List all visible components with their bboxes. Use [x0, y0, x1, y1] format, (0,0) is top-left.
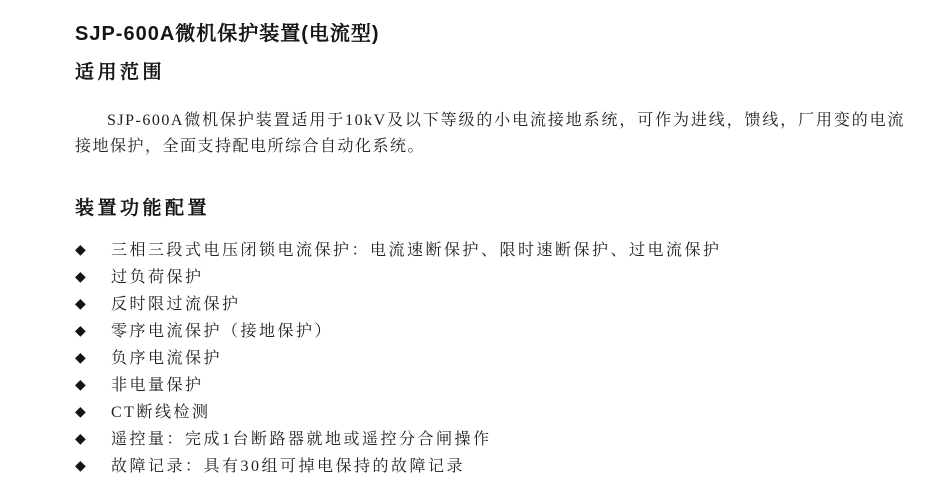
diamond-bullet-icon: ◆ — [75, 458, 86, 474]
feature-item — [75, 291, 905, 318]
feature-item — [75, 345, 905, 372]
feature-text: 负序电流保护 — [111, 350, 223, 367]
section-heading-features: 装置功能配置 — [75, 198, 211, 219]
feature-item — [75, 426, 905, 453]
feature-text: 过负荷保护 — [111, 269, 204, 286]
feature-text: 故障记录：具有30组可掉电保持的故障记录 — [111, 458, 466, 475]
diamond-bullet-icon: ◆ — [75, 431, 86, 447]
feature-item — [75, 399, 905, 426]
feature-item — [75, 318, 905, 345]
feature-text: 反时限过流保护 — [111, 296, 241, 313]
scope-paragraph: SJP-600A微机保护装置适用于10kV及以下等级的小电流接地系统，可作为进线，馈线，厂用变的电流接地保护，全面支持配电所综合自动化系统。 — [75, 112, 905, 155]
diamond-bullet-icon: ◆ — [75, 377, 86, 393]
feature-text: 零序电流保护（接地保护） — [111, 323, 334, 340]
diamond-bullet-icon: ◆ — [75, 323, 86, 339]
diamond-bullet-icon: ◆ — [75, 296, 86, 312]
section-heading-scope: 适用范围 — [75, 62, 166, 83]
document-title: SJP-600A微机保护装置(电流型) — [75, 23, 380, 45]
feature-item — [75, 264, 905, 291]
diamond-bullet-icon: ◆ — [75, 242, 86, 258]
feature-text: 遥控量：完成1台断路器就地或遥控分合闸操作 — [111, 431, 492, 448]
feature-item — [75, 372, 905, 399]
diamond-bullet-icon: ◆ — [75, 269, 86, 285]
diamond-bullet-icon: ◆ — [75, 350, 86, 366]
feature-text: 三相三段式电压闭锁电流保护：电流速断保护、限时速断保护、过电流保护 — [111, 242, 722, 259]
feature-item — [75, 237, 905, 264]
feature-text: CT断线检测 — [111, 404, 211, 421]
feature-item — [75, 453, 905, 480]
feature-text: 非电量保护 — [111, 377, 204, 394]
features-list — [75, 237, 905, 480]
diamond-bullet-icon: ◆ — [75, 404, 86, 420]
